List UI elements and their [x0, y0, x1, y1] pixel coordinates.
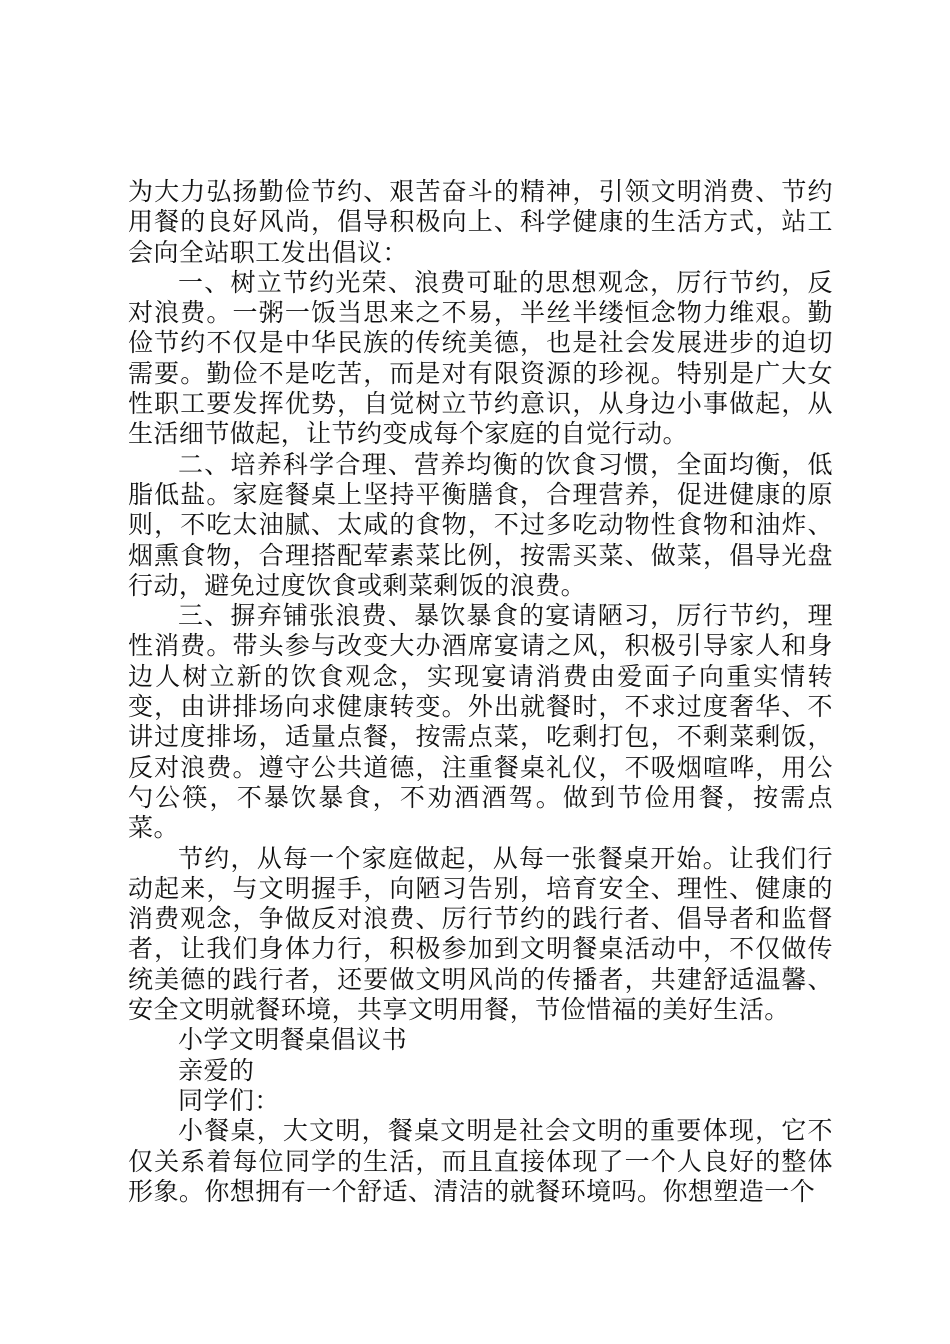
- proposal-three-paragraph: 三、摒弃铺张浪费、暴饮暴食的宴请陋习，厉行节约，理性消费。带头参与改变大办酒席宴请之风，积极引导家人和身边人树立新的饮食观念，实现宴请消费由爱面子向重实情转变，由讲排场向求健康转变。外出就餐时，不求过度奢华、不讲过度排场，适量点餐，按需点菜，吃剩打包，不剩菜剩饭，反对浪费。遵守公共道德，注重餐桌礼仪，不吸烟喧哗，用公勺公筷，不暴饮暴食，不劝酒酒驾。做到节俭用餐，按需点菜。: [128, 601, 833, 843]
- salutation-line-1: 亲爱的: [178, 1055, 255, 1085]
- proposal-one-paragraph: 一、树立节约光荣、浪费可耻的思想观念，厉行节约，反对浪费。一粥一饭当思来之不易，半丝半缕恒念物力维艰。勤俭节约不仅是中华民族的传统美德，也是社会发展进步的迫切需要。勤俭不是吃苦，而是对有限资源的珍视。特别是广大女性职工要发挥优势，自觉树立节约意识，从身边小事做起，从生活细节做起，让节约变成每个家庭的自觉行动。: [128, 267, 833, 449]
- salutation-line-2: 同学们：: [178, 1085, 280, 1115]
- second-document-title: 小学文明餐桌倡议书: [178, 1025, 408, 1055]
- document-body: [128, 177, 833, 1207]
- second-document-body-paragraph: 小餐桌，大文明，餐桌文明是社会文明的重要体现，它不仅关系着每位同学的生活，而且直接体现了一个人良好的整体形象。你想拥有一个舒适、清洁的就餐环境吗。你想塑造一个: [128, 1116, 833, 1206]
- closing-paragraph: 节约，从每一个家庭做起，从每一张餐桌开始。让我们行动起来，与文明握手，向陋习告别，培育安全、理性、健康的消费观念，争做反对浪费、厉行节约的践行者、倡导者和监督者，让我们身体力行，积极参加到文明餐桌活动中，不仅做传统美德的践行者，还要做文明风尚的传播者，共建舒适温馨、安全文明就餐环境，共享文明用餐，节俭惜福的美好生活。: [128, 843, 833, 1025]
- intro-paragraph: 为大力弘扬勤俭节约、艰苦奋斗的精神，引领文明消费、节约用餐的良好风尚，倡导积极向上、科学健康的生活方式，站工会向全站职工发出倡议：: [128, 177, 833, 267]
- proposal-two-paragraph: 二、培养科学合理、营养均衡的饮食习惯，全面均衡，低脂低盐。家庭餐桌上坚持平衡膳食，合理营养，促进健康的原则，不吃太油腻、太咸的食物，不过多吃动物性食物和油炸、烟熏食物，合理搭配荤素菜比例，按需买菜、做菜，倡导光盘行动，避免过度饮食或剩菜剩饭的浪费。: [128, 449, 833, 600]
